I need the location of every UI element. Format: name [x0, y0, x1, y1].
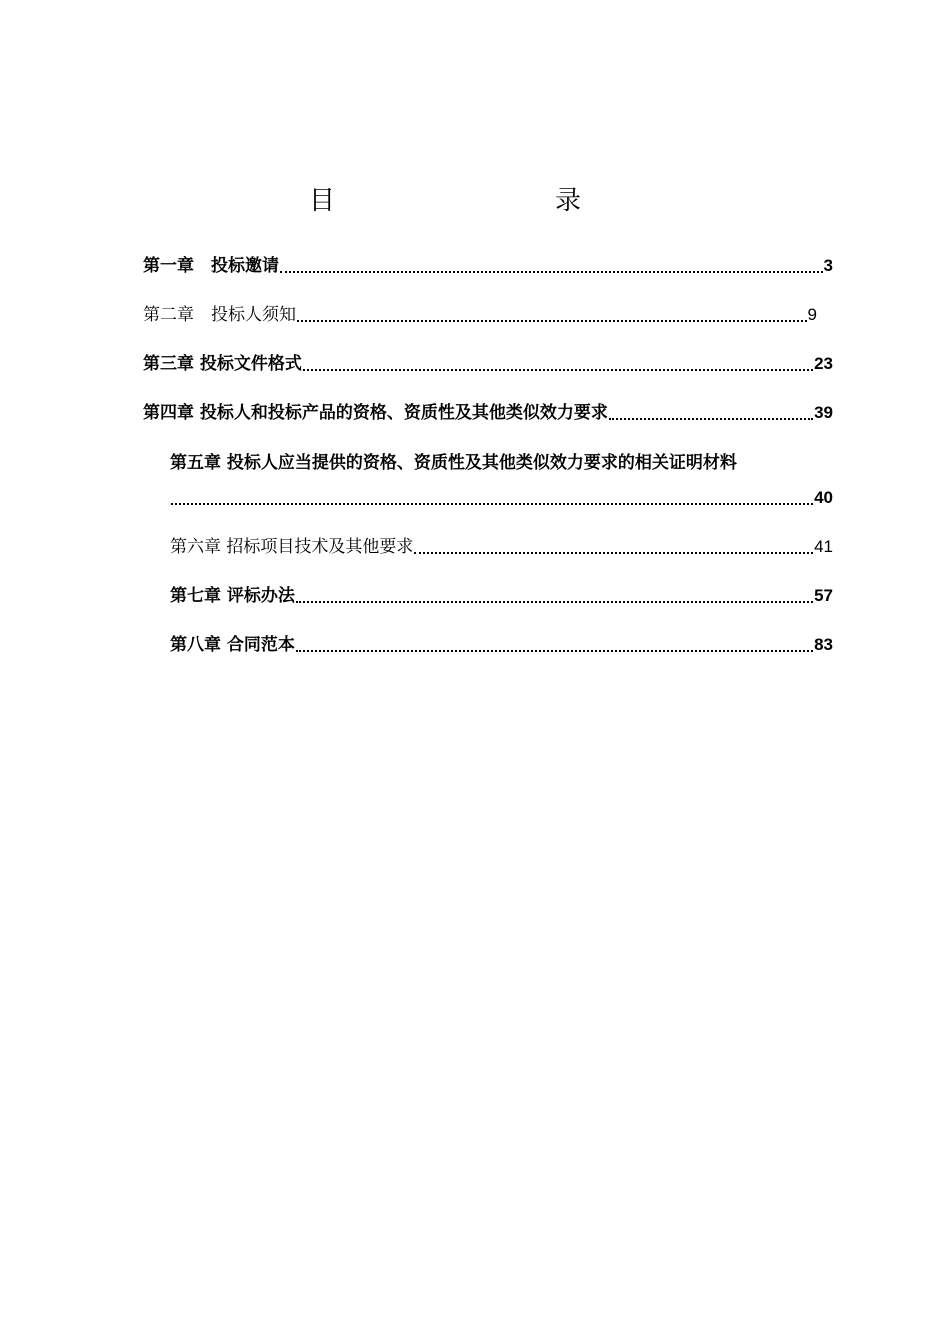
toc-page-number: 23 [814, 354, 833, 373]
toc-entry-label: 第七章 评标办法 [170, 586, 295, 606]
toc-entry-chapter-3[interactable] [143, 353, 833, 375]
toc-leader-dots [296, 601, 813, 603]
page-title: 目 录 [308, 186, 637, 216]
toc-leader-dots [296, 650, 813, 652]
toc-entry-label: 第四章 投标人和投标产品的资格、资质性及其他类似效力要求 [143, 403, 608, 423]
toc-entry-label: 第六章 招标项目技术及其他要求 [170, 537, 414, 557]
toc-leader-dots [297, 320, 807, 322]
toc-entry-chapter-4[interactable] [143, 402, 833, 424]
toc-page-number: 9 [807, 305, 817, 324]
toc-entry-chapter-6[interactable] [170, 536, 833, 558]
toc-page-number: 57 [814, 586, 833, 605]
toc-page-number: 3 [823, 256, 833, 275]
toc-entry-chapter-8[interactable] [170, 634, 833, 656]
toc-leader-dots [280, 271, 823, 273]
toc-entry-label: 第三章 投标文件格式 [143, 354, 302, 374]
toc-entry-label: 第二章 投标人须知 [143, 305, 296, 325]
toc-page-number: 39 [814, 403, 833, 422]
toc-entry-chapter-5-label[interactable]: 第五章 投标人应当提供的资格、资质性及其他类似效力要求的相关证明材料 [170, 453, 737, 473]
toc-entry-label: 第八章 合同范本 [170, 635, 295, 655]
toc-page-number: 40 [814, 488, 833, 507]
toc-page-number: 41 [814, 537, 833, 556]
toc-leader-dots [303, 369, 813, 371]
toc-page-number: 83 [814, 635, 833, 654]
toc-leader-dots [171, 503, 813, 505]
toc-leader-dots [609, 418, 813, 420]
toc-entry-label: 第一章 投标邀请 [143, 256, 279, 276]
toc-entry-chapter-5[interactable] [170, 487, 833, 509]
toc-entry-chapter-1[interactable] [143, 255, 833, 277]
toc-entry-chapter-7[interactable] [170, 585, 833, 607]
toc-entry-chapter-2[interactable] [143, 304, 817, 326]
toc-leader-dots [414, 552, 813, 554]
